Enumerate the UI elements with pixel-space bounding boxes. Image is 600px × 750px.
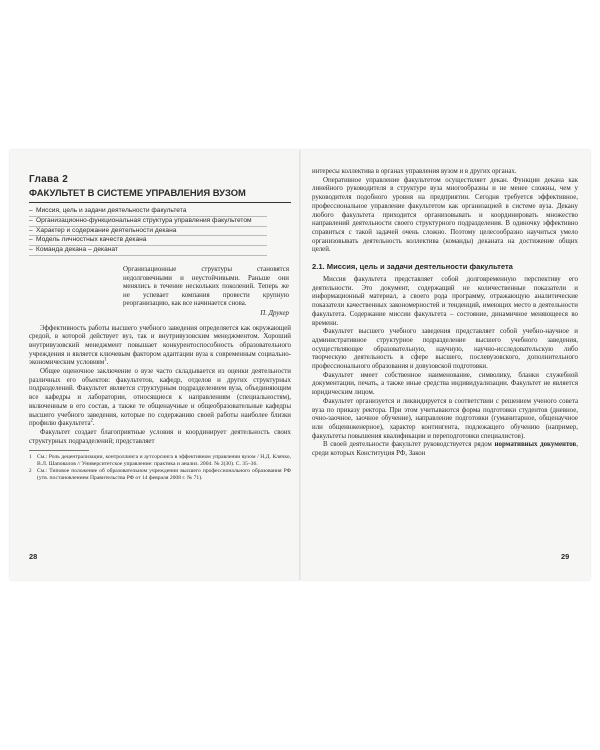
epigraph-author: П. Друкер	[260, 309, 289, 317]
body-paragraph: Факультет высшего учебного заведения представляет собой учебно-научное и административное структурное подразделение высшего учебного заведения, осуществляющее образовательную, научную, научно-исследовательскую либо творческую деятельность в сфере высшего, послевузовского, дополнительного профессионального образования и довузовской подготовки.	[312, 328, 578, 371]
footnote-ref: 2	[90, 418, 93, 424]
chapter-label: Глава 2	[29, 174, 69, 185]
body-paragraph: Общее оценочное заключение о вузе часто складывается из оценки деятельности различных его объектов: факультетов, кафедр, отделов и других структурных подразделений. Факультет является структурным подразделением вуза, объединяющим все кафедры и лаборатории, относящиеся к направлениям (специальностям), включенным в его состав, а также те общенаучные и общеобразовательные кафедры высшего учебного заведения, которые по содержанию своей работы наиболее близки профилю факультета$^2$.	[29, 368, 291, 428]
body-paragraph: В своей деятельности факультет руководствуется рядом нормативных документов, среди которых Конституция РФ, Закон	[312, 441, 578, 458]
body-paragraph: Оперативное управление факультетом осуществляет декан. Функции декана как линейного руководителя в структуре вуза многообразны и не менее сложны, чем у руководителя подобного уровня на предприятии. Сегодня требуется эффективное, профессиональное управление факультетом как организацией в системе вуза. Декану любого факультета приходится организовывать и координировать множество направлений деятельности своего структурного подразделения. В одиночку эффективно справиться с такой задачей очень сложно. Поэтому целесообразно научиться умело организовывать деятельность коллектива (команды) деканата на достижение общих целей.	[312, 176, 578, 254]
toc-item: – Организационно-функциональная структура управления факультетом	[29, 217, 267, 227]
chapter-title: ФАКУЛЬТЕТ В СИСТЕМЕ УПРАВЛЕНИЯ ВУЗОМ	[29, 187, 291, 203]
body-paragraph: Миссия факультета представляет собой долговременную перспективу его деятельности. Это документ, содержащий не количественные показатели и информационный материал, а своего рода программу, отражающую аналитические показатели качественных закономерностей и тенденций, имеющих место в деятельности факультета. Содержание миссии факультета – состояние, динамичное меняющееся во времени.	[312, 276, 578, 327]
right-page	[312, 168, 578, 459]
footnote: 2 См.: Типовое положение об образовательном учреждении высшего профессионального образования РФ (утв. постановлением Правительства РФ от 14 февраля 2008 г. № 71).	[29, 468, 291, 482]
footnote-mark: 2	[29, 469, 32, 475]
footnote: 1 См.: Роль децентрализации, контроллинга и аутсорсинга в эффективном управлении вузом / Н.Д. Клячко, В.Л. Шаповалов // Университетское управление: практика и анализ. 2004. № 2(30). С. 35–36.	[29, 454, 291, 468]
book-gutter	[299, 150, 301, 580]
page-number-left: 28	[29, 552, 38, 561]
toc-item: – Характер и содержание деятельности декана	[29, 227, 267, 237]
left-page	[29, 168, 291, 482]
body-paragraph: Факультет создает благоприятные условия и координирует деятельность своих структурных подразделений; представляет	[29, 428, 291, 445]
epigraph	[123, 266, 289, 319]
footnote-mark: 1	[29, 455, 32, 461]
body-paragraph: Факультет организуется и ликвидируется в соответствии с решением ученого совета вуза по приказу ректора. При этом учитываются форма подготовки студентов (дневное, очно-заочное, заочное обучение), направление подготовки (гуманитарное, общенаучное или общеинженерное), характер контингента, подлежащего обучению (например, факультеты повышения квалификации и переподготовки специалистов).	[312, 397, 578, 440]
section-title: 2.1. Миссия, цель и задачи деятельности факультета	[312, 262, 513, 272]
body-paragraph: Эффективность работы высшего учебного заведения определяется как окружающей средой, в которой действует вуз, так и внутривузовским менеджментом. Хороший внутривузовский менеджмент повышает конкурентоспособность образовательного учреждения и является ключевым фактором адаптации вуза к современным социально-экономическим условиям$^1$.	[29, 324, 291, 367]
footnote-ref: 1	[104, 358, 107, 364]
toc-item: – Миссия, цель и задачи деятельности факультета	[29, 207, 267, 217]
chapter-toc	[29, 207, 267, 256]
footnote-divider	[29, 450, 89, 451]
toc-item: – Команда декана – деканат	[29, 246, 267, 256]
epigraph-text: Организационные структуры становятся недолговечными и неустойчивыми. Раньше они менялись в течение нескольких поколений. Теперь же не успевает компания провести крупную реорганизацию, как все начинается снова.	[123, 265, 289, 308]
body-paragraph: Факультет имеет собственное наименование, символику, бланки служебной документации, печать, а также иные средства индивидуализации. Факультет не является юридическим лицом.	[312, 371, 578, 397]
bold-term: нормативных документов	[494, 441, 577, 449]
body-paragraph: интересы коллектива в органах управления вузом и в других органах.	[312, 168, 517, 175]
page-number-right: 29	[561, 552, 570, 561]
book-spread	[10, 150, 590, 580]
toc-item: – Модель личностных качеств декана	[29, 236, 267, 246]
